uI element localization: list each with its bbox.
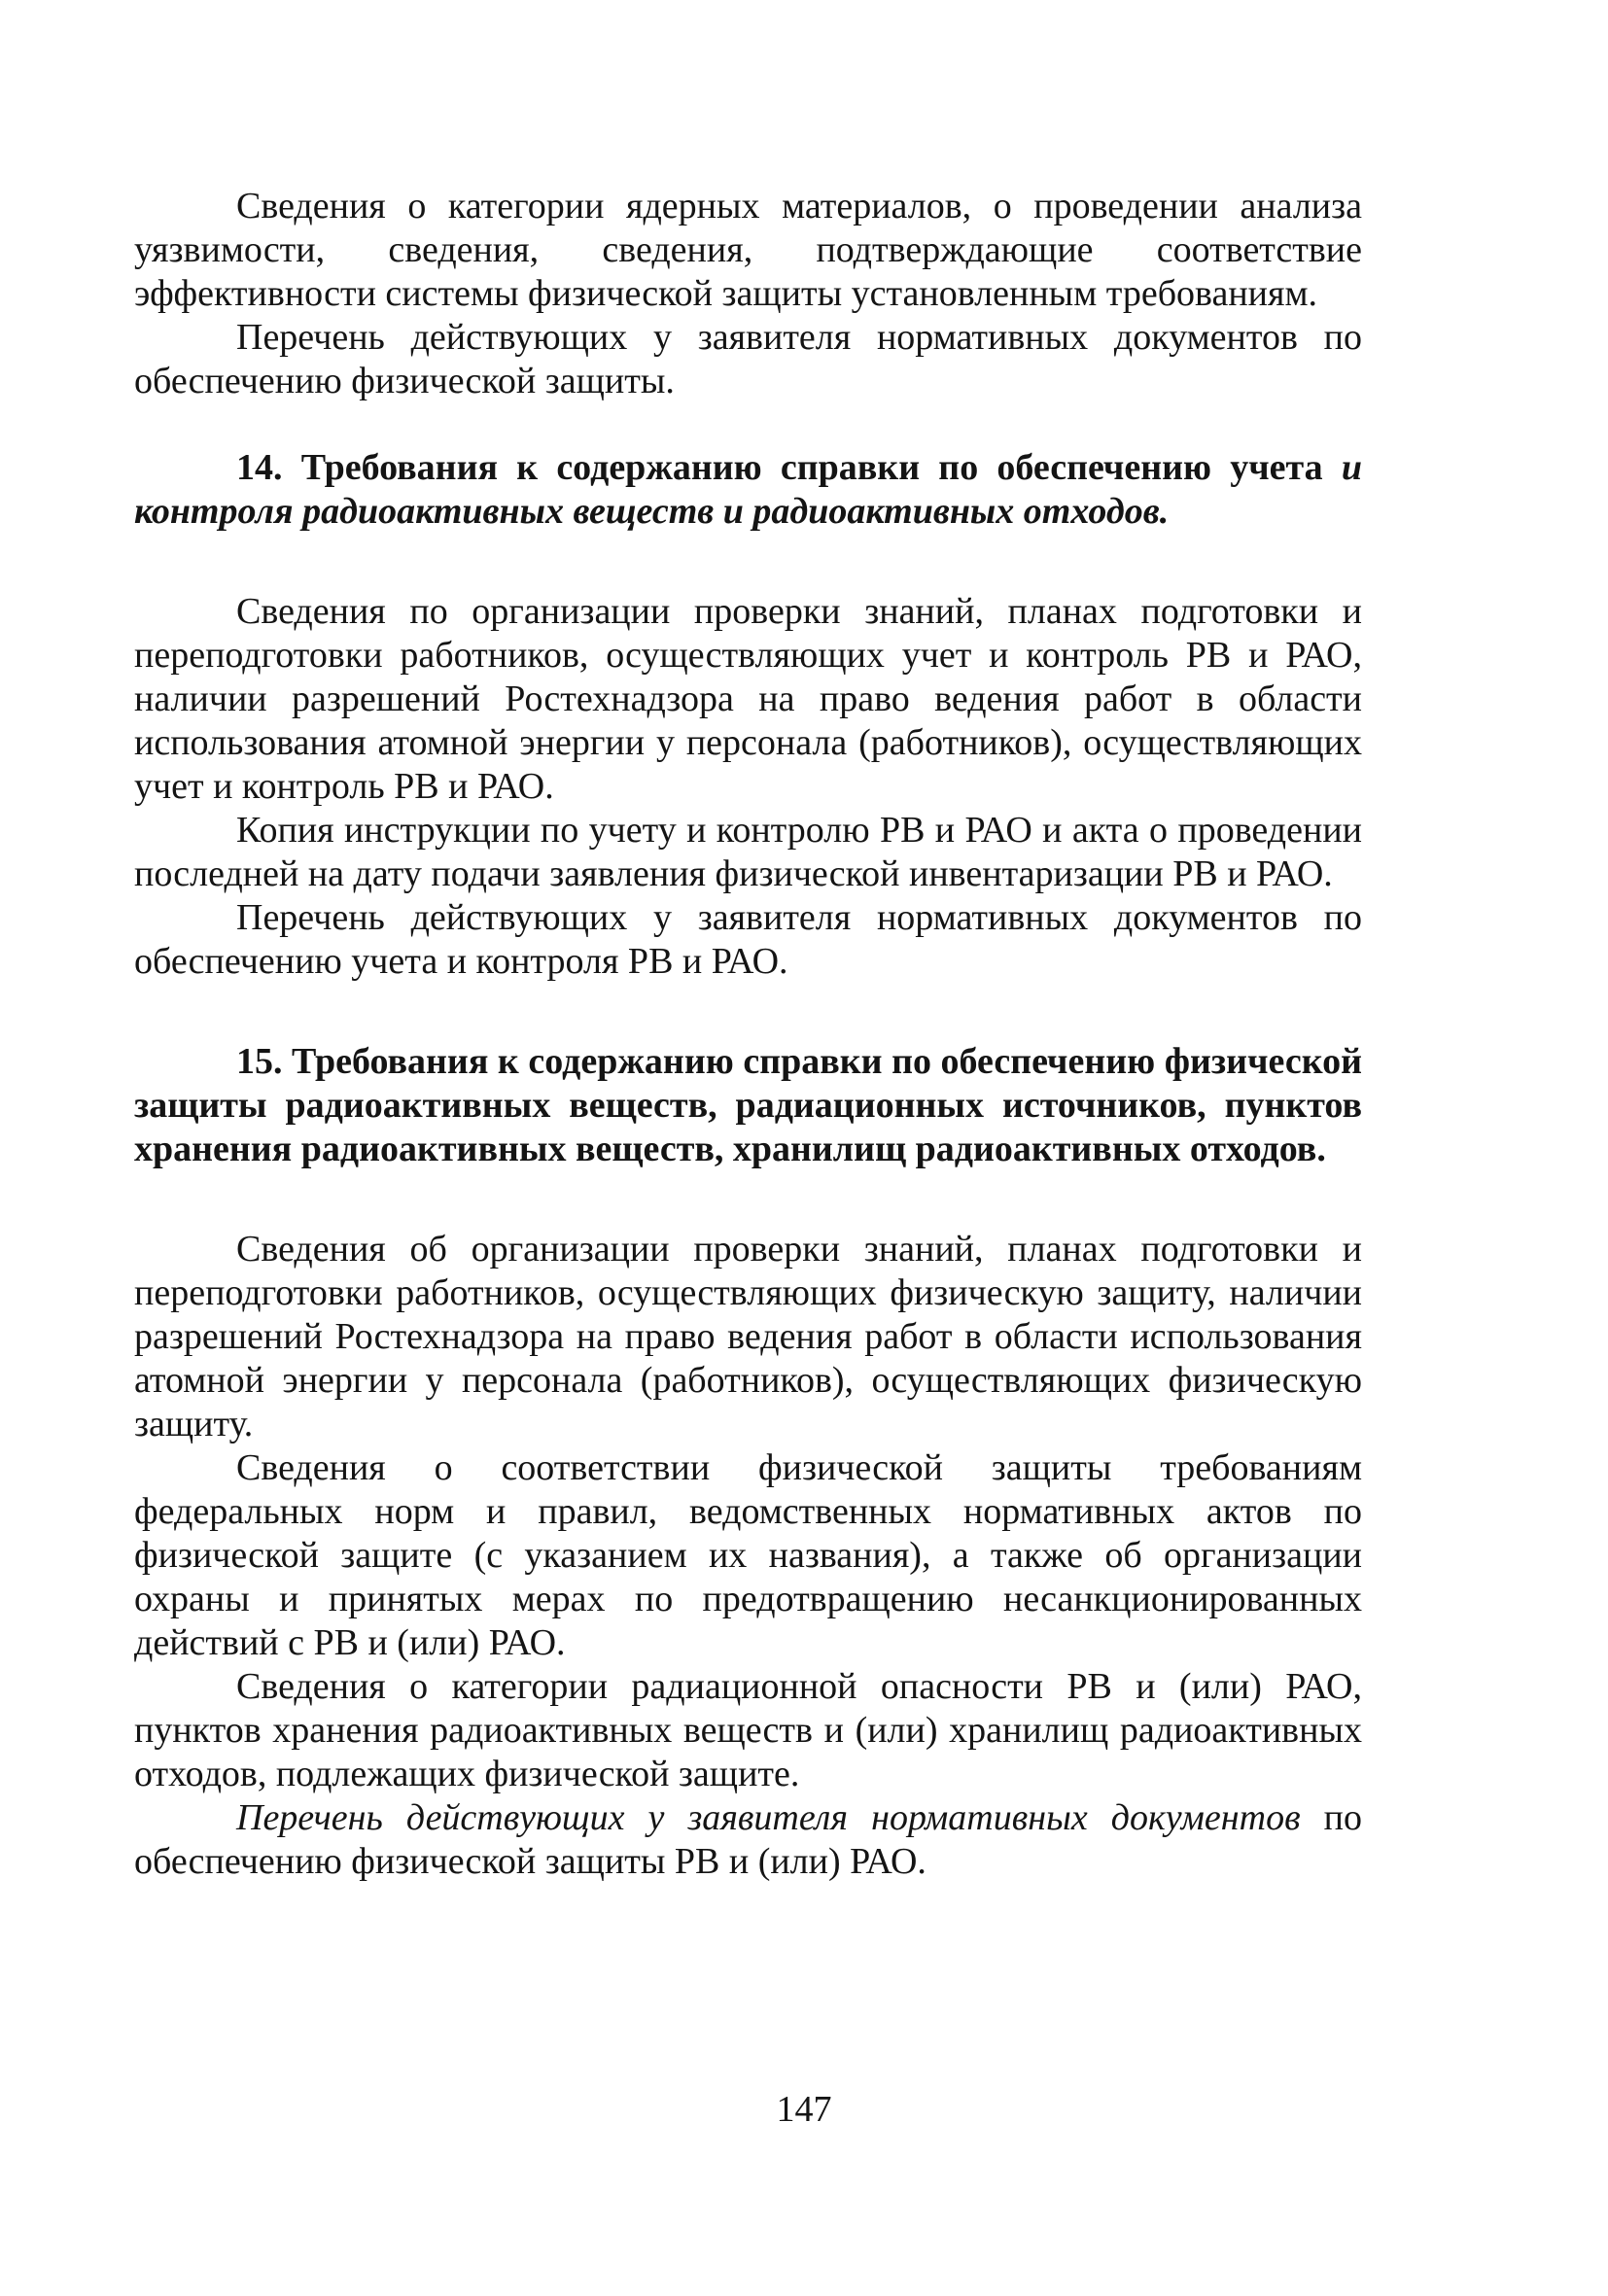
section-14-heading bbox=[134, 446, 1362, 534]
page-content bbox=[134, 185, 1362, 1884]
section-14-heading-line2: и контроля радиоактивных веществ и радиоактивных отходов. bbox=[134, 447, 1362, 532]
page-number: 147 bbox=[776, 2089, 832, 2130]
intro-section bbox=[134, 185, 1362, 403]
section-14-paragraph: Копия инструкции по учету и контролю РВ и РАО и акта о проведении последней на дату подачи заявления физической инвентаризации РВ и РАО. bbox=[134, 810, 1362, 894]
section-15-body bbox=[134, 1228, 1362, 1884]
section-15-paragraph: Сведения об организации проверки знаний, планах подготовки и переподготовки работников, осуществляющих физическую защиту, наличии разрешений Ростехнадзора на право ведения работ в области использования атомной энергии у персонала (работников), осуществляющих физическую защиту. bbox=[134, 1229, 1362, 1444]
section-15-last-paragraph-rest: по обеспечению физической защиты РВ и (или) РАО. bbox=[134, 1797, 1362, 1882]
intro-paragraph: Сведения о категории ядерных материалов, о проведении анализа уязвимости, сведения, сведения, подтверждающие соответствие эффективности системы физической защиты установленным требованиям. bbox=[134, 186, 1362, 314]
section-15-paragraph: Сведения о соответствии физической защиты требованиям федеральных норм и правил, ведомственных нормативных актов по физической защите (с указанием их названия), а также об организации охраны и принятых мерах по предотвращению несанкционированных действий с РВ и (или) РАО. bbox=[134, 1447, 1362, 1663]
section-14-paragraph: Сведения по организации проверки знаний, планах подготовки и переподготовки работников, осуществляющих учет и контроль РВ и РАО, наличии разрешений Ростехнадзора на право ведения работ в области использования атомной энергии у персонала (работников), осуществляющих учет и контроль РВ и РАО. bbox=[134, 591, 1362, 807]
section-14-paragraph: Перечень действующих у заявителя нормативных документов по обеспечению учета и контроля РВ и РАО. bbox=[134, 897, 1362, 982]
section-15-last-paragraph bbox=[134, 1796, 1362, 1884]
intro-paragraph: Перечень действующих у заявителя нормативных документов по обеспечению физической защиты. bbox=[134, 317, 1362, 401]
section-15-heading: 15. Требования к содержанию справки по обеспечению физической защиты радиоактивных веществ, радиационных источников, пунктов хранения радиоактивных веществ, хранилищ радиоактивных отходов. bbox=[134, 1041, 1362, 1169]
section-15-last-paragraph-italic: Перечень действующих у заявителя нормативных документов bbox=[236, 1797, 1301, 1838]
section-14-body bbox=[134, 590, 1362, 984]
section-14-heading-line1: 14. Требования к содержанию справки по обеспечению учета bbox=[236, 447, 1342, 488]
section-15-paragraph: Сведения о категории радиационной опасности РВ и (или) РАО, пунктов хранения радиоактивных веществ и (или) хранилищ радиоактивных отходов, подлежащих физической защите. bbox=[134, 1666, 1362, 1794]
